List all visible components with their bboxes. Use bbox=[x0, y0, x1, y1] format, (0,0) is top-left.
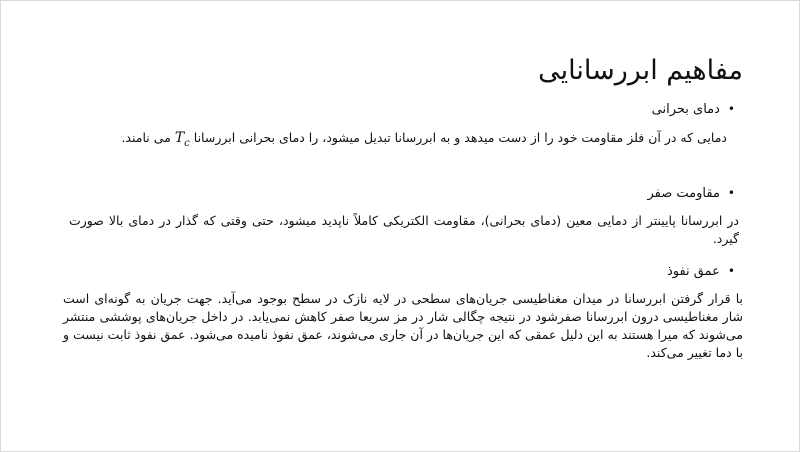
paragraph-penetration-depth: با قرار گرفتن ابررسانا در میدان مغناطیسی جریان‌های سطحی در لایه نازک در سطح بوجود می‌آید. جهت جریان به گونه‌ای است شار مغناطیسی درون ابررسانا صفرشود در نتیجه چگالی شار در مز سریعا صفر کاهش نمی‌یابد. در داخل جریان‌های پوششی منتشر می‌شوند که میرا هستند به این دلیل عمقی که این جریان‌ها در آن جاری می‌شوند، عمق نفوذ نامیده می‌شود. عمق نفوذ ثابت نیست و با دما تغییر می‌کند. bbox=[63, 291, 743, 360]
tc-symbol-main: T bbox=[174, 130, 185, 146]
bullet-critical-temperature bbox=[652, 100, 735, 119]
slide-title: مفاهیم ابررسانایی bbox=[538, 55, 743, 86]
bullet-dot-icon: • bbox=[727, 264, 735, 278]
bullet-dot-icon: • bbox=[727, 102, 735, 116]
bullet-heading: مقاومت صفر bbox=[647, 186, 720, 201]
paragraph-text: دمایی که در آن فلز مقاومت خود را از دست میدهد و به ابررسانا تبدیل میشود، را دمای بحرانی ابررسانا bbox=[193, 130, 727, 145]
paragraph-zero-resistance: در ابررسانا پایینتر از دمایی معین (دمای بحرانی)، مقاومت الکتریکی کاملاً ناپدید میشود، حتی وقتی که گذار در دمای بالا صورت گیرد. bbox=[69, 213, 739, 246]
paragraph-critical-temperature bbox=[79, 129, 727, 153]
bullet-heading: دمای بحرانی bbox=[651, 102, 720, 117]
bullet-penetration-depth bbox=[667, 262, 735, 281]
paragraph-text-end: می نامند. bbox=[121, 130, 171, 145]
bullet-zero-resistance bbox=[647, 184, 735, 203]
tc-symbol bbox=[174, 130, 190, 149]
bullet-heading: عمق نفوذ bbox=[666, 264, 720, 279]
tc-symbol-sub: c bbox=[184, 137, 190, 149]
bullet-dot-icon: • bbox=[727, 186, 735, 200]
